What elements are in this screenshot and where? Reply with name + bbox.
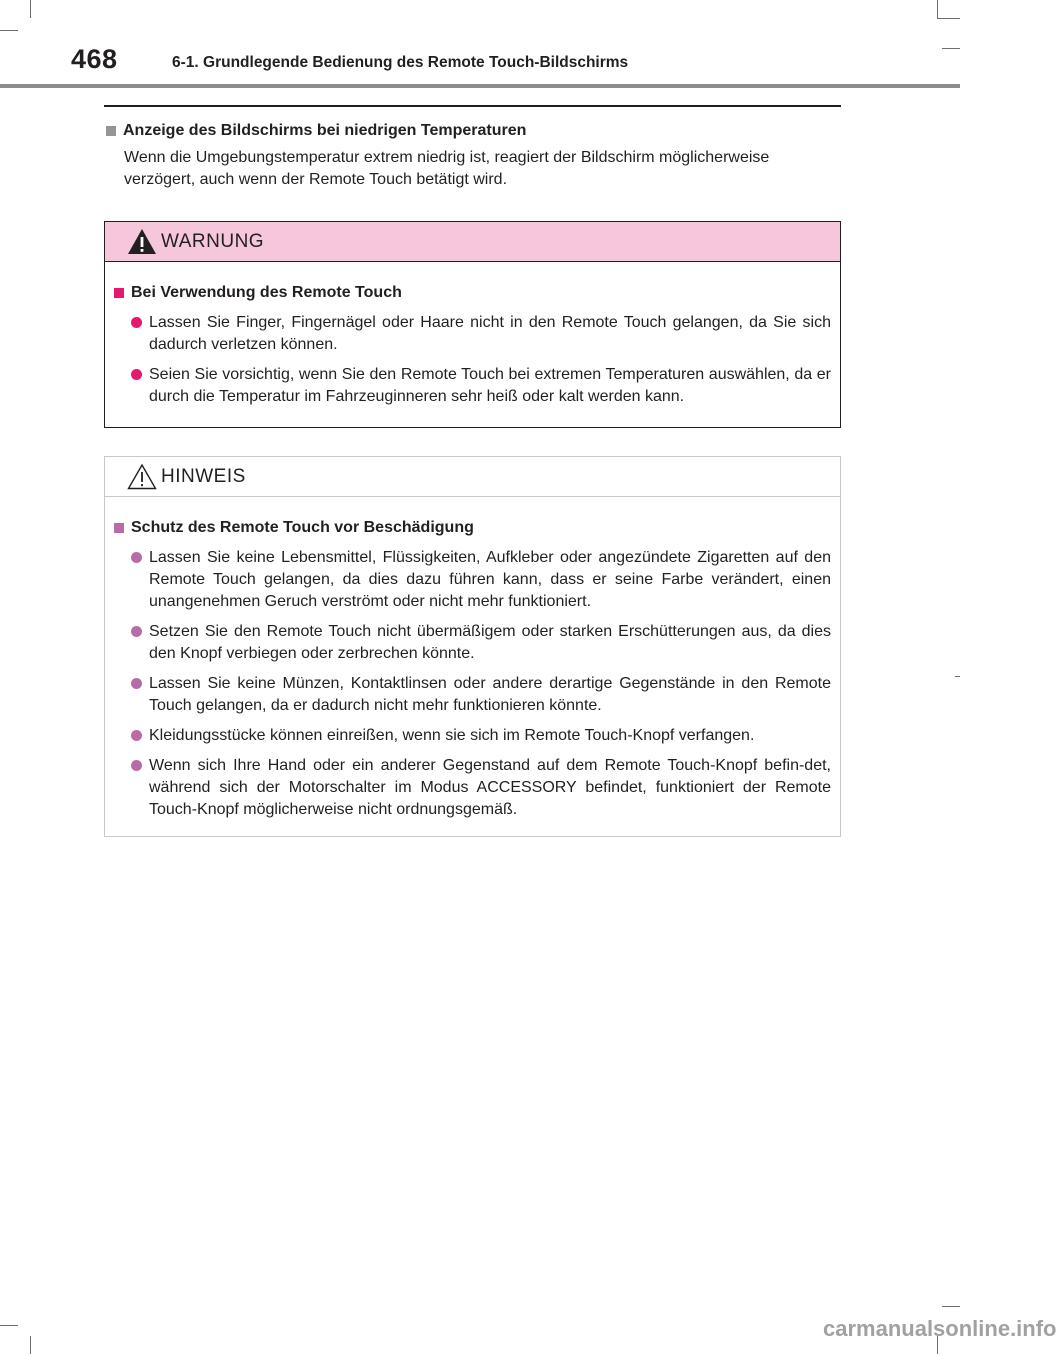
notice-header [105, 457, 840, 497]
square-bullet-icon [114, 523, 124, 533]
list-item-text: Kleidungsstücke können einreißen, wenn sie sich im Remote Touch-Knopf verfangen. [149, 727, 755, 744]
page-number: 468 [71, 44, 118, 74]
section-body: Wenn die Umgebungstemperatur extrem niedrig ist, reagiert der Bildschirm möglicherweise verzögert, auch wenn der Remote Touch betätigt wird. [124, 149, 770, 188]
notice-subheading [112, 517, 840, 539]
list-item [149, 621, 831, 665]
bullet-dot-icon [131, 626, 142, 637]
list-item-text: Wenn sich Ihre Hand oder ein anderer Gegenstand auf dem Remote Touch-Knopf befin-det, während sich der Motorschalter im Modus ACCESSORY befindet, funktioniert der Remote Touch-Knopf möglicherweise nicht ordnungsgemäß. [149, 757, 831, 818]
crop-mark [955, 676, 960, 677]
list-item [149, 312, 831, 356]
list-item-text: Lassen Sie keine Lebensmittel, Flüssigkeiten, Aufkleber oder angezündete Zigaretten auf den Remote Touch gelangen, da dies dazu führen kann, dass er seine Farbe verändert, einen unangenehmen Geruch verströmt oder nicht mehr funktioniert. [149, 549, 831, 610]
bullet-dot-icon [131, 552, 142, 563]
bullet-dot-icon [131, 369, 142, 380]
warning-subheading-text: Bei Verwendung des Remote Touch [131, 284, 402, 301]
warning-header [105, 222, 840, 262]
page-header [0, 0, 960, 90]
notice-subheading-text: Schutz des Remote Touch vor Beschädigung [131, 519, 474, 536]
list-item [149, 364, 831, 408]
notice-triangle-icon [127, 463, 157, 490]
section-rule [104, 105, 841, 107]
crop-mark [942, 1306, 960, 1307]
crop-mark [30, 1336, 31, 1354]
bullet-dot-icon [131, 760, 142, 771]
bullet-dot-icon [131, 678, 142, 689]
section-heading [104, 119, 841, 143]
warning-title: WARNUNG [161, 231, 265, 252]
list-item-text: Setzen Sie den Remote Touch nicht übermäßigem oder starken Erschütterungen aus, da dies den Knopf verbiegen oder zerbrechen könnte. [149, 623, 831, 662]
warning-box [104, 221, 841, 428]
bullet-dot-icon [131, 317, 142, 328]
square-bullet-icon [114, 288, 124, 298]
list-item-text: Seien Sie vorsichtig, wenn Sie den Remote Touch bei extremen Temperaturen auswählen, da er durch die Temperatur im Fahrzeuginneren sehr heiß oder kalt werden kann. [149, 366, 831, 405]
warning-list [105, 312, 840, 408]
notice-list [105, 547, 840, 821]
header-rule [0, 84, 960, 88]
notice-title: HINWEIS [161, 466, 246, 487]
footer-watermark[interactable]: carmanualsonline.info [823, 1316, 1057, 1341]
temperature-section [104, 119, 841, 191]
list-item [149, 755, 831, 821]
list-item-text: Lassen Sie Finger, Fingernägel oder Haare nicht in den Remote Touch gelangen, da Sie sich dadurch verletzen können. [149, 314, 831, 353]
section-heading-text: Anzeige des Bildschirms bei niedrigen Temperaturen [123, 122, 527, 139]
crop-mark [0, 1325, 18, 1326]
bullet-dot-icon [131, 730, 142, 741]
square-bullet-icon [106, 126, 116, 136]
list-item [149, 725, 831, 747]
list-item [149, 547, 831, 613]
warning-triangle-icon [127, 228, 157, 255]
warning-subheading [112, 282, 840, 304]
list-item [149, 673, 831, 717]
list-item-text: Lassen Sie keine Münzen, Kontaktlinsen oder andere derartige Gegenstände in den Remote Touch gelangen, da er dadurch nicht mehr funktionieren könnte. [149, 675, 831, 714]
chapter-title: 6-1. Grundlegende Bedienung des Remote Touch-Bildschirms [172, 54, 629, 71]
notice-box [104, 456, 841, 837]
